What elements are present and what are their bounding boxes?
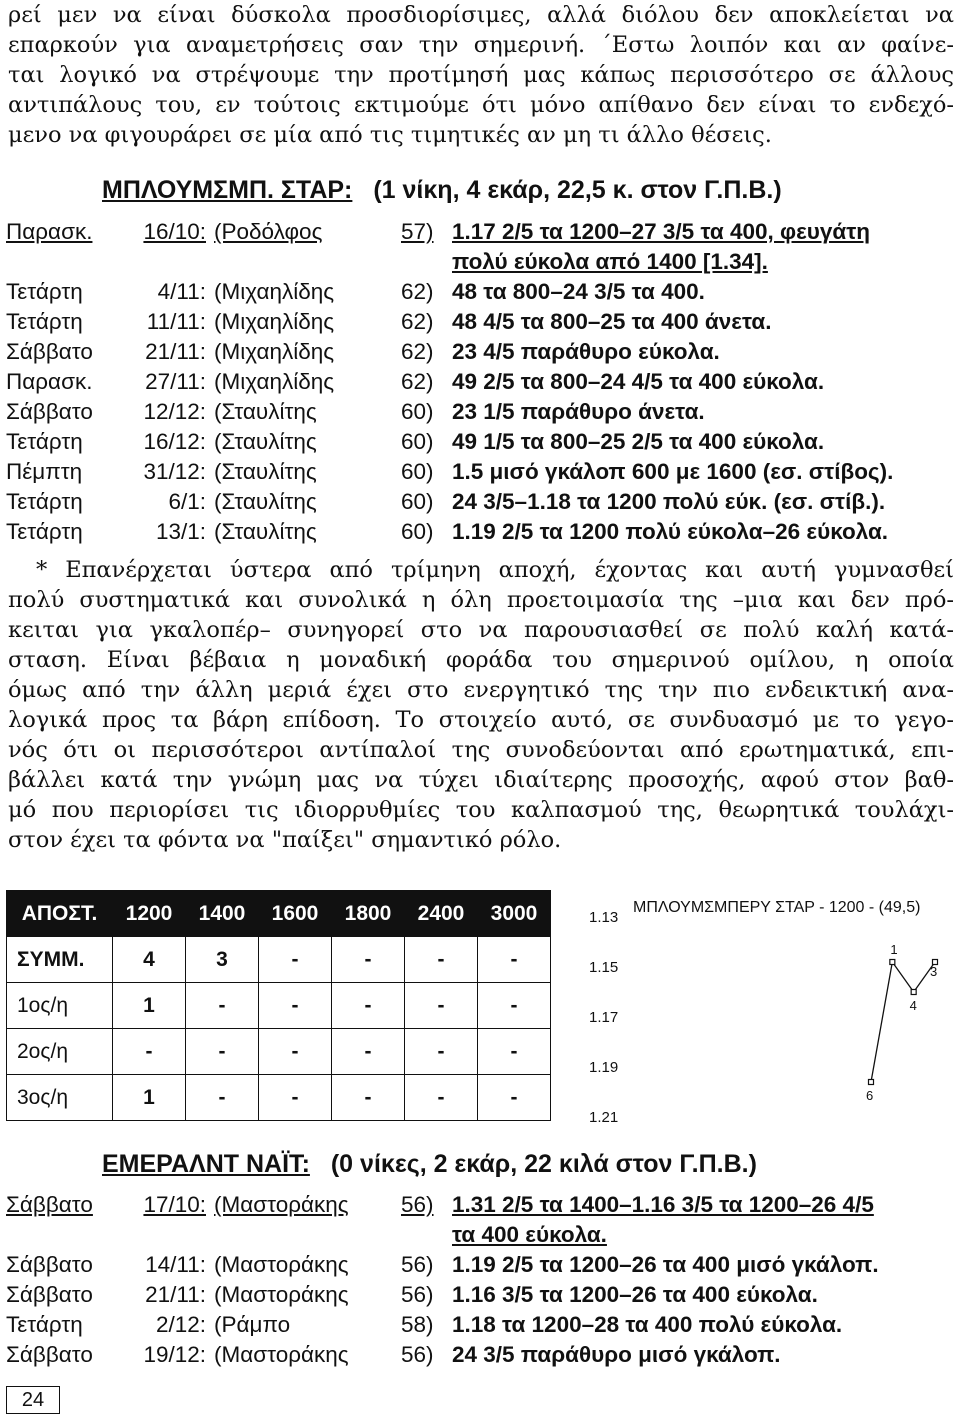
table-cell: -: [478, 983, 551, 1029]
workout-date: 21/11:: [145, 339, 206, 364]
workout-row: [6, 1280, 956, 1310]
horse1-record: (1 νίκη, 4 εκάρ, 22,5 κ. στον Γ.Π.Β.): [373, 176, 782, 204]
comment-line: κειται για γκαλοπέρ– συνηγορεί στο να παρουσιασθεί σε πολύ καλή κατά-: [8, 617, 954, 643]
data-point: [869, 1080, 874, 1085]
workout-row: [6, 457, 956, 487]
table-header-cell: 1400: [186, 891, 259, 937]
table-row-label: 1ος/η: [7, 983, 113, 1029]
table-row: [7, 1029, 551, 1075]
table-header-cell: 1200: [113, 891, 186, 937]
workout-date: 6/1:: [168, 489, 206, 514]
table-header-cell: 2400: [405, 891, 478, 937]
data-point-label: 4: [909, 998, 917, 1013]
table-cell: 4: [113, 937, 186, 983]
table-cell: -: [259, 1075, 332, 1121]
table-cell: 3: [186, 937, 259, 983]
workout-weight: 58): [401, 1312, 434, 1337]
workout-row: [6, 397, 956, 427]
workout-row: [6, 1310, 956, 1340]
comment-line: βάλλει κατά την γνώμη μας να τύχει ιδιαίτερης προσοχής, αφού στον βαθ-: [8, 767, 954, 793]
workout-desc: 23 4/5 παράθυρο εύκολα.: [452, 339, 720, 364]
y-tick-label: 1.17: [589, 1009, 619, 1026]
workout-day: Τετάρτη: [6, 519, 83, 544]
workout-jockey: (Μιχαηλίδης: [214, 309, 335, 334]
data-point-label: 1: [890, 942, 898, 957]
table-cell: -: [332, 937, 405, 983]
workout-day: Σάββατο: [6, 339, 93, 364]
chart-points: [866, 942, 938, 1103]
table-cell: -: [186, 1075, 259, 1121]
horse2-name: ΕΜΕΡΑΛΝΤ ΝΑΪΤ:: [102, 1150, 310, 1178]
intro-line: ται λογικό να στρέψουμε την προτίμησή μας κάπως περισσότερο σε άλλους: [8, 62, 954, 88]
workout-date: 4/11:: [157, 279, 206, 304]
data-point: [911, 990, 916, 995]
workout-date: 14/11:: [145, 1252, 206, 1277]
workout-jockey: (Σταυλίτης: [214, 399, 317, 424]
table-cell: -: [259, 937, 332, 983]
table-cell: -: [186, 1029, 259, 1075]
workout-date: 19/12:: [143, 1342, 206, 1367]
comment-line: σταση. Είναι βέβαια η μοναδική φοράδα του σημερινού ομίλου, η οποία: [8, 647, 954, 673]
workout-jockey: (Σταυλίτης: [214, 459, 317, 484]
workout-weight: 60): [401, 399, 434, 424]
workout-row: [6, 1340, 956, 1370]
workout-date: 21/11:: [145, 1282, 206, 1307]
table-cell: -: [478, 1075, 551, 1121]
workout-weight: 60): [401, 519, 434, 544]
workout-day: Σάββατο: [6, 399, 93, 424]
workout-jockey: (Μιχαηλίδης: [214, 369, 335, 394]
table-row-label: 3ος/η: [7, 1075, 113, 1121]
workout-day: Πέμπτη: [6, 459, 83, 484]
workout-day: Σάββατο: [6, 1192, 93, 1217]
workout-jockey: (Μαστοράκης: [214, 1252, 349, 1277]
horse2-heading: [102, 1150, 757, 1179]
data-point-label: 6: [866, 1088, 874, 1103]
table-row: [7, 1075, 551, 1121]
series-line: [871, 962, 938, 1082]
workout-day: Σάββατο: [6, 1252, 93, 1277]
chart-series-line: [871, 962, 938, 1082]
horse1-workouts: [6, 217, 956, 547]
workout-row: [6, 337, 956, 367]
table-cell: -: [405, 1075, 478, 1121]
workout-weight: 56): [401, 1342, 434, 1367]
table-header-row: [7, 891, 551, 937]
workout-jockey: (Σταυλίτης: [214, 429, 317, 454]
workout-desc: 1.16 3/5 τα 1200–26 τα 400 εύκολα.: [452, 1282, 818, 1307]
table-header-cell: ΑΠΟΣΤ.: [7, 891, 113, 937]
workout-jockey: (Μιχαηλίδης: [214, 279, 335, 304]
workout-row: [6, 277, 956, 307]
workout-date: 12/12:: [143, 399, 206, 424]
intro-line: ρεί μεν να είναι δύσκολα προσδιορίσιμες, αλλά διόλου δεν αποκλείεται να: [8, 2, 954, 28]
workout-desc: 48 τα 800–24 3/5 τα 400.: [452, 279, 705, 304]
workout-day: Τετάρτη: [6, 279, 83, 304]
workout-row: [6, 217, 956, 247]
table-cell: -: [405, 937, 478, 983]
workout-jockey: (Ροδόλφος: [214, 219, 323, 244]
workout-desc: 49 1/5 τα 800–25 2/5 τα 400 εύκολα.: [452, 429, 825, 454]
comment-line: πολύ συστηματικά και συνολικά η όλη προετοιμασία της –μια και δεν πρό-: [8, 587, 954, 613]
table-row-label: ΣΥΜΜ.: [7, 937, 113, 983]
workout-date: 27/11:: [145, 369, 206, 394]
horse2-record: (0 νίκες, 2 εκάρ, 22 κιλά στον Γ.Π.Β.): [330, 1150, 757, 1178]
workout-date: 31/12:: [143, 459, 206, 484]
workout-day: Σάββατο: [6, 1282, 93, 1307]
comment-line: * Επανέρχεται ύστερα από τρίμηνη αποχή, έχοντας και αυτή γυμνασθεί: [36, 557, 954, 583]
table-cell: -: [332, 1075, 405, 1121]
intro-line: επαρκούν για αναμετρήσεις σαν την σημερινή. ΄Εστω λοιπόν και αν φαίνε-: [8, 32, 954, 58]
comment-line: στον έχει τα φόντα να "παίξει" σημαντικό ρόλο.: [8, 827, 562, 853]
table-cell: -: [259, 1029, 332, 1075]
table-cell: -: [332, 1029, 405, 1075]
data-point: [890, 960, 895, 965]
workout-desc: 24 3/5–1.18 τα 1200 πολύ εύκ. (εσ. στίβ.).: [452, 489, 886, 514]
workout-row: [6, 487, 956, 517]
table-header-cell: 3000: [478, 891, 551, 937]
table-cell: 1: [113, 1075, 186, 1121]
workout-row: [6, 1250, 956, 1280]
workout-weight: 62): [401, 279, 434, 304]
workout-date: 16/10:: [143, 219, 206, 244]
workout-date: 16/12:: [143, 429, 206, 454]
table-cell: -: [405, 983, 478, 1029]
workout-desc: 23 1/5 παράθυρο άνετα.: [452, 399, 705, 424]
workout-weight: 60): [401, 429, 434, 454]
workout-day: Τετάρτη: [6, 309, 83, 334]
workout-date: 17/10:: [143, 1192, 206, 1217]
workout-weight: 57): [401, 219, 434, 244]
horse1-name: ΜΠΛΟΥΜΣΜΠ. ΣΤΑΡ:: [102, 176, 353, 204]
comment-paragraph: [8, 555, 954, 855]
table-row-label: 2ος/η: [7, 1029, 113, 1075]
workout-weight: 62): [401, 309, 434, 334]
workout-day: Τετάρτη: [6, 1312, 83, 1337]
workout-row-cont: [6, 247, 956, 277]
workout-desc: 48 4/5 τα 800–25 τα 400 άνετα.: [452, 309, 772, 334]
workout-weight: 60): [401, 459, 434, 484]
y-tick-label: 1.13: [589, 909, 619, 926]
intro-paragraph: [8, 0, 954, 150]
table-cell: -: [259, 983, 332, 1029]
workout-jockey: (Μαστοράκης: [214, 1342, 349, 1367]
comment-line: όμως από την άλλη μεριά έχει στο ενεργητικό της την πιο ενδεικτική ανα-: [8, 677, 954, 703]
workout-jockey: (Σταυλίτης: [214, 489, 317, 514]
workout-jockey: (Σταυλίτης: [214, 519, 317, 544]
workout-desc: 49 2/5 τα 800–24 4/5 τα 400 εύκολα.: [452, 369, 825, 394]
horse1-heading: [102, 176, 782, 205]
table-header-cell: 1600: [259, 891, 332, 937]
workout-row: [6, 367, 956, 397]
y-tick-labels: [589, 909, 618, 1126]
time-chart: [585, 888, 957, 1134]
comment-line: νός ότι οι περισσότεροι αντίπαλοί της συνοδεύονται από ερωτηματικά, επι-: [8, 737, 954, 763]
chart-title: ΜΠΛΟΥΜΣΜΠΕΡΥ ΣΤΑΡ - 1200 - (49,5): [633, 899, 921, 916]
table-row: [7, 937, 551, 983]
workout-row: [6, 427, 956, 457]
workout-date: 11/11:: [146, 309, 206, 334]
data-point-label: 3: [930, 964, 938, 979]
horse2-workouts: [6, 1190, 956, 1370]
workout-row: [6, 307, 956, 337]
workout-jockey: (Ράμπο: [214, 1312, 291, 1337]
workout-day: Σάββατο: [6, 1342, 93, 1367]
page-number: 24: [6, 1386, 60, 1414]
workout-desc: 1.17 2/5 τα 1200–27 3/5 τα 400, φευγάτη: [452, 219, 870, 244]
y-tick-label: 1.19: [589, 1059, 619, 1076]
workout-day: Τετάρτη: [6, 429, 83, 454]
workout-desc-cont: πολύ εύκολα από 1400 [1.34].: [452, 249, 768, 274]
workout-weight: 62): [401, 339, 434, 364]
table-cell: -: [113, 1029, 186, 1075]
workout-day: Παρασκ.: [6, 369, 93, 394]
table-cell: 1: [113, 983, 186, 1029]
workout-weight: 56): [401, 1252, 434, 1277]
table-cell: -: [332, 983, 405, 1029]
workout-desc: 1.19 2/5 τα 1200–26 τα 400 μισό γκάλοπ.: [452, 1252, 879, 1277]
table-cell: -: [405, 1029, 478, 1075]
workout-desc: 1.19 2/5 τα 1200 πολύ εύκολα–26 εύκολα.: [452, 519, 889, 544]
workout-desc-cont: τα 400 εύκολα.: [452, 1222, 607, 1247]
workout-day: Τετάρτη: [6, 489, 83, 514]
workout-weight: 56): [401, 1192, 434, 1217]
intro-line: αντιπάλους του, εν τούτοις εκτιμούμε ότι μόνο απίθανο δεν είναι το ενδεχό-: [8, 92, 954, 118]
workout-jockey: (Μαστοράκης: [214, 1282, 349, 1307]
workout-weight: 62): [401, 369, 434, 394]
intro-line: μενο να φιγουράρει σε μία από τις τιμητικές αν μη τι άλλο θέσεις.: [8, 122, 772, 148]
distance-table: [6, 890, 551, 1121]
workout-date: 13/1:: [155, 519, 206, 544]
workout-desc: 1.31 2/5 τα 1400–1.16 3/5 τα 1200–26 4/5: [452, 1192, 874, 1217]
workout-weight: 60): [401, 489, 434, 514]
workout-jockey: (Μιχαηλίδης: [214, 339, 335, 364]
workout-row-cont: [6, 1220, 956, 1250]
workout-row: [6, 517, 956, 547]
table-row: [7, 983, 551, 1029]
workout-day: Παρασκ.: [6, 219, 93, 244]
comment-line: λογικά προς τα βάρη επίδοση. Το στοιχείο αυτό, σε συνδυασμό με το γεγο-: [8, 707, 954, 733]
workout-jockey: (Μαστοράκης: [214, 1192, 349, 1217]
y-tick-label: 1.21: [589, 1109, 619, 1126]
table-cell: -: [186, 983, 259, 1029]
y-tick-label: 1.15: [589, 959, 619, 976]
workout-weight: 56): [401, 1282, 434, 1307]
workout-desc: 1.18 τα 1200–28 τα 400 πολύ εύκολα.: [452, 1312, 843, 1337]
comment-line: μό που περιορίσει τις ιδιορρυθμίες του καλπασμού της, θεωρητικά τουλάχι-: [8, 797, 954, 823]
workout-desc: 24 3/5 παράθυρο μισό γκάλοπ.: [452, 1342, 781, 1367]
table-header-cell: 1800: [332, 891, 405, 937]
workout-row: [6, 1190, 956, 1220]
workout-date: 2/12:: [155, 1312, 206, 1337]
table-cell: -: [478, 1029, 551, 1075]
workout-desc: 1.5 μισό γκάλοπ 600 με 1600 (εσ. στίβος).: [452, 459, 894, 484]
table-cell: -: [478, 937, 551, 983]
